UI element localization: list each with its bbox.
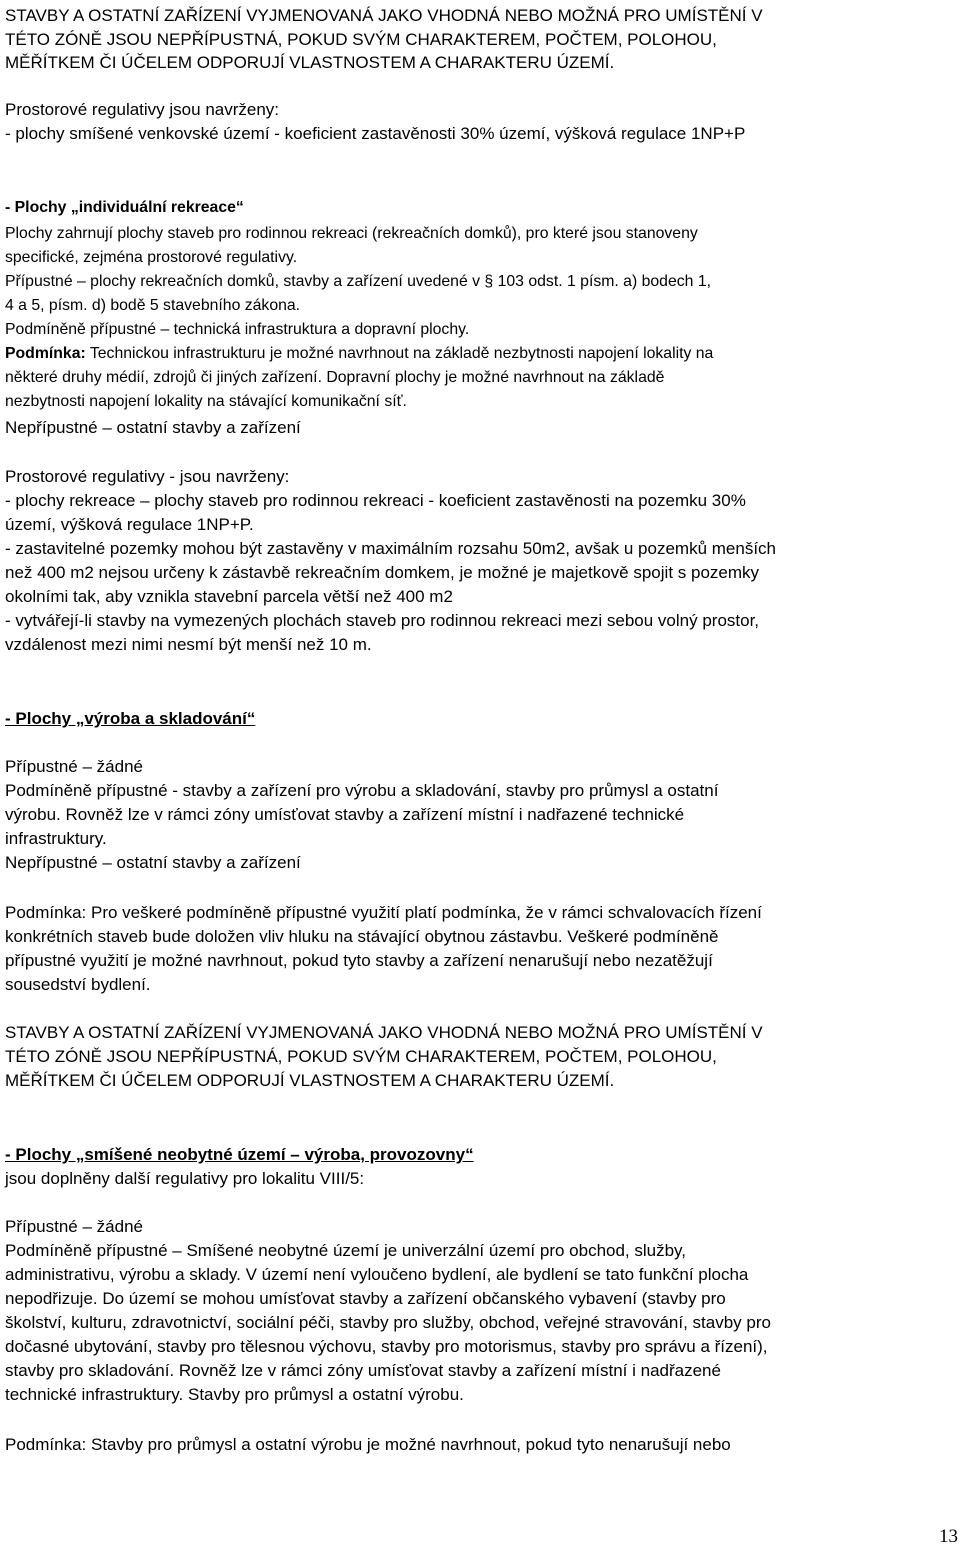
paragraph-line: sousedství bydlení. — [5, 975, 151, 994]
paragraph-line: výrobu. Rovněž lze v rámci zóny umísťovat stavby a zařízení místní i nadřazené technické — [5, 805, 685, 824]
paragraph-line: jsou doplněny další regulativy pro lokalitu VIII/5: — [5, 1169, 365, 1188]
caps-notice-line: TÉTO ZÓNĚ JSOU NEPŘÍPUSTNÁ, POKUD SVÝM CHARAKTEREM, POČTEM, POLOHOU, — [5, 1047, 717, 1066]
paragraph-line: stavby pro skladování. Rovněž lze v rámci zóny umísťovat stavby a zařízení místní i nadřazené — [5, 1361, 721, 1380]
paragraph-line: - zastavitelné pozemky mohou být zastavěny v maximálním rozsahu 50m2, avšak u pozemků menších — [5, 539, 777, 558]
paragraph-line: vzdálenost mezi nimi nesmí být menší než 10 m. — [5, 635, 372, 654]
paragraph-line: Podmínka: Stavby pro průmysl a ostatní výrobu je možné navrhnout, pokud tyto nenarušují nebo — [5, 1435, 731, 1454]
paragraph-line: některé druhy médií, zdrojů či jiných zařízení. Dopravní plochy je možné navrhnout na základě — [5, 369, 665, 386]
paragraph-line: specifické, zejména prostorové regulativy. — [5, 249, 298, 266]
paragraph-line: administrativu, výrobu a sklady. V území není vyloučeno bydlení, ale bydlení se tato funkční plocha — [5, 1265, 749, 1284]
paragraph-line: Podmínka: Pro veškeré podmíněně přípustné využití platí podmínka, že v rámci schvalovacích řízení — [5, 903, 762, 922]
paragraph-line: Prostorové regulativy - jsou navrženy: — [5, 467, 290, 486]
paragraph-line: přípustné využití je možné navrhnout, pokud tyto stavby a zařízení nenarušují nebo nezatěžují — [5, 951, 713, 970]
paragraph-line: konkrétních staveb bude doložen vliv hluku na stávající obytnou zástavbu. Veškeré podmíněně — [5, 927, 719, 946]
caps-notice-line: STAVBY A OSTATNÍ ZAŘÍZENÍ VYJMENOVANÁ JAKO VHODNÁ NEBO MOŽNÁ PRO UMÍSTĚNÍ V — [5, 1023, 763, 1042]
condition-label: Podmínka: — [5, 345, 86, 362]
paragraph-line: Nepřípustné – ostatní stavby a zařízení — [5, 853, 301, 872]
caps-notice-line: MĚŘÍTKEM ČI ÚČELEM ODPORUJÍ VLASTNOSTEM A CHARAKTERU ÚZEMÍ. — [5, 53, 615, 72]
caps-notice-line: TÉTO ZÓNĚ JSOU NEPŘÍPUSTNÁ, POKUD SVÝM CHARAKTEREM, POČTEM, POLOHOU, — [5, 30, 717, 49]
paragraph-line: Podmíněně přípustné – Smíšené neobytné území je univerzální území pro obchod, služby, — [5, 1241, 687, 1260]
paragraph-line: než 400 m2 nejsou určeny k zástavbě rekreačním domkem, je možné je majetkově spojit s pozemky — [5, 563, 760, 582]
paragraph-line: Přípustné – žádné — [5, 1217, 143, 1236]
paragraph-line: nepodřizuje. Do území se mohou umísťovat stavby a zařízení občanského vybavení (stavby pro — [5, 1289, 726, 1308]
paragraph-line: nezbytnosti napojení lokality na stávající komunikační síť. — [5, 393, 407, 410]
paragraph-line: Přípustné – žádné — [5, 757, 143, 776]
paragraph-line: Podmíněně přípustné - stavby a zařízení pro výrobu a skladování, stavby pro průmysl a ostatní — [5, 781, 719, 800]
condition-line — [5, 344, 713, 364]
paragraph-line: - plochy rekreace – plochy staveb pro rodinnou rekreaci - koeficient zastavěnosti na pozemku 30% — [5, 491, 746, 510]
caps-notice-line: STAVBY A OSTATNÍ ZAŘÍZENÍ VYJMENOVANÁ JAKO VHODNÁ NEBO MOŽNÁ PRO UMÍSTĚNÍ V — [5, 6, 763, 25]
paragraph-line: 4 a 5, písm. d) bodě 5 stavebního zákona. — [5, 297, 301, 314]
paragraph-line: Nepřípustné – ostatní stavby a zařízení — [5, 418, 301, 437]
paragraph-line: Přípustné – plochy rekreačních domků, stavby a zařízení uvedené v § 103 odst. 1 písm. a) bodech 1, — [5, 273, 711, 290]
section-heading-rekreace: - Plochy „individuální rekreace“ — [5, 199, 244, 216]
page-number: 13 — [939, 1526, 958, 1547]
paragraph-line: infrastruktury. — [5, 829, 107, 848]
paragraph-line: Prostorové regulativy jsou navrženy: — [5, 100, 280, 119]
section-heading-smisene: - Plochy „smíšené neobytné území – výroba, provozovny“ — [5, 1145, 474, 1164]
paragraph-line: Podmíněně přípustné – technická infrastruktura a dopravní plochy. — [5, 321, 470, 338]
paragraph-line: technické infrastruktury. Stavby pro průmysl a ostatní výrobu. — [5, 1385, 464, 1404]
section-heading-vyroba: - Plochy „výroba a skladování“ — [5, 709, 256, 728]
condition-text: Technickou infrastrukturu je možné navrhnout na základě nezbytnosti napojení lokality na — [85, 345, 714, 362]
paragraph-line: Plochy zahrnují plochy staveb pro rodinnou rekreaci (rekreačních domků), pro které jsou stanoveny — [5, 225, 698, 242]
paragraph-line: - plochy smíšené venkovské území - koeficient zastavěnosti 30% území, výšková regulace 1NP+P — [5, 124, 746, 143]
paragraph-line: - vytvářejí-li stavby na vymezených plochách staveb pro rodinnou rekreaci mezi sebou volný prostor, — [5, 611, 760, 630]
paragraph-line: okolními tak, aby vznikla stavební parcela větší než 400 m2 — [5, 587, 453, 606]
paragraph-line: školství, kulturu, zdravotnictví, sociální péči, stavby pro služby, obchod, veřejné stravování, stavby pro — [5, 1313, 771, 1332]
caps-notice-line: MĚŘÍTKEM ČI ÚČELEM ODPORUJÍ VLASTNOSTEM A CHARAKTERU ÚZEMÍ. — [5, 1071, 615, 1090]
paragraph-line: dočasné ubytování, stavby pro tělesnou výchovu, stavby pro motorismus, stavby pro správu a řízení), — [5, 1337, 768, 1356]
paragraph-line: území, výšková regulace 1NP+P. — [5, 515, 254, 534]
